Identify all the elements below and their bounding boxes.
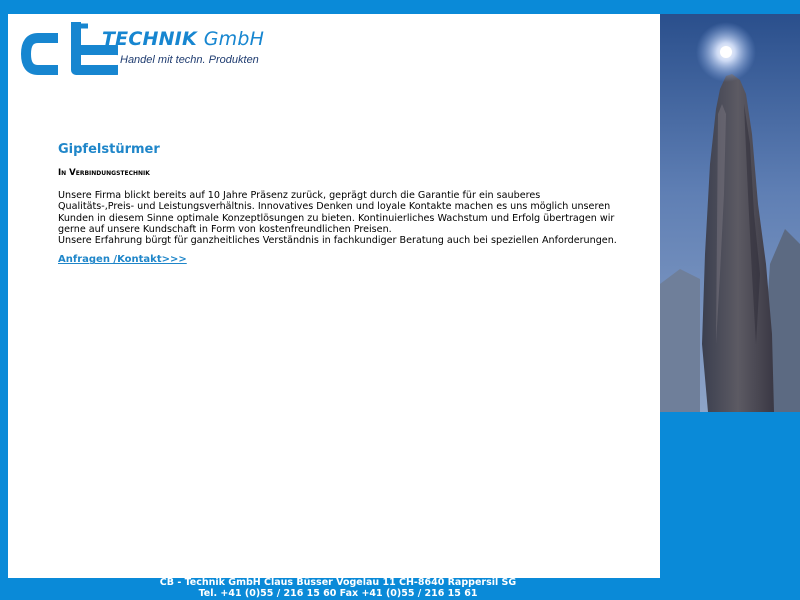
page-title: Gipfelstürmer [58,142,160,157]
content-panel [8,14,660,578]
mountain-peak-image [660,14,800,412]
logo-gmbh-text: GmbH [203,28,265,50]
footer-address: CB - Technik GmbH Claus Büsser Vogelau 11 CH-8640 Rappersil SG [159,577,517,588]
logo-wordmark [102,28,264,50]
footer-phone: Tel. +41 (0)55 / 216 15 60 Fax +41 (0)55 / 216 15 61 [198,587,478,599]
page-subtitle: In Verbindungstechnik [58,168,150,178]
logo-tagline: Handel mit techn. Produkten [120,54,259,66]
mountain-photo [660,14,800,412]
logo-technik-text: TECHNIK [102,28,197,50]
article-paragraph: Unsere Erfahrung bürgt für ganzheitliches Verständnis in fachkundiger Beratung auch bei speziellen Anforderungen. [58,235,617,247]
company-logo[interactable] [18,20,288,82]
main-article [58,142,618,266]
article-body [58,190,618,246]
contact-link[interactable]: Anfragen /Kontakt>>> [58,254,187,266]
footer [0,578,676,600]
article-paragraph: Unsere Firma blickt bereits auf 10 Jahre Präsenz zurück, geprägt durch die Garantie für ein sauberes Qualitäts-,Preis- und Leistungsverhältnis. Innovatives Denken und loyale Kontakte machen es uns möglich unseren Kunden in diesem Sinne optimale Konzeptlösungen zu bieten. Kontinuierliches Wachstum und Erfolg übertragen wir gerne auf unsere Kundschaft in Form von kostenfreundlichen Preisen. [58,190,615,235]
